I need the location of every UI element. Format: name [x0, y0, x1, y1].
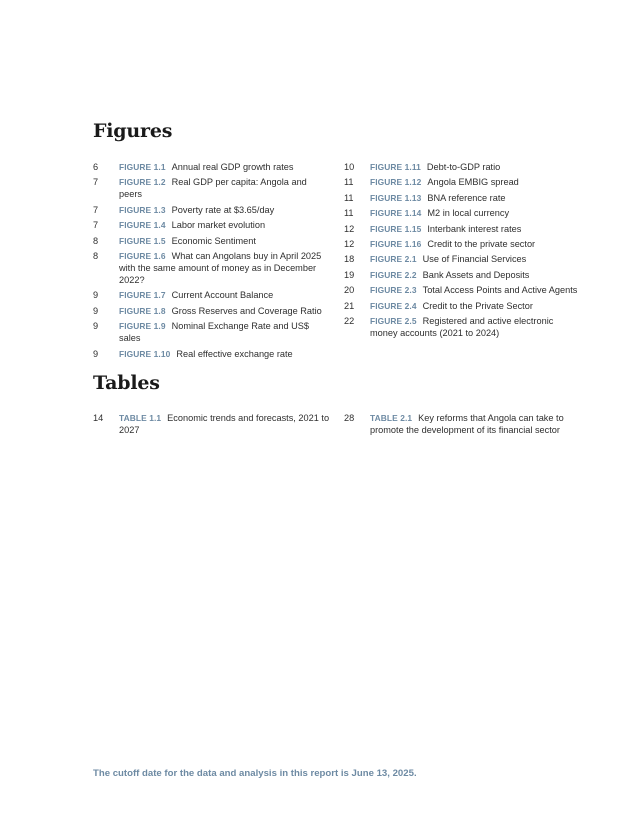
entry-text: [370, 269, 582, 281]
entry-title: Poverty rate at $3.65/day: [171, 204, 275, 215]
entry-title: Real GDP per capita: Angola and peers: [119, 177, 307, 200]
entry-text: [370, 192, 582, 204]
entry-title: Credit to the private sector: [427, 238, 536, 249]
entry-page-number: 18: [344, 254, 355, 265]
list-entry[interactable]: [93, 348, 331, 360]
list-entry[interactable]: [93, 176, 331, 200]
entry-page-number: 12: [344, 223, 355, 234]
entry-page-number: 9: [93, 321, 99, 332]
entry-title: Real effective exchange rate: [176, 348, 293, 359]
entry-title: Labor market evolution: [171, 220, 266, 231]
tables-list-left: [93, 412, 331, 439]
entry-text: [370, 253, 582, 265]
entry-text: [119, 412, 331, 436]
list-entry[interactable]: [344, 253, 582, 265]
entry-label: FIGURE 1.15: [370, 223, 422, 234]
entry-title: Registered and active electronic money accounts (2021 to 2024): [370, 315, 554, 338]
entry-title: M2 in local currency: [427, 208, 510, 219]
entry-label: FIGURE 2.5: [370, 315, 417, 326]
list-entry[interactable]: [344, 238, 582, 250]
list-entry[interactable]: [93, 305, 331, 317]
entry-label: FIGURE 1.6: [119, 250, 166, 261]
entry-label: FIGURE 2.4: [370, 300, 417, 311]
entry-page-number: 7: [93, 204, 99, 215]
entry-text: [119, 204, 331, 216]
entry-text: [370, 412, 582, 436]
entry-text: [119, 348, 331, 360]
entry-title: Nominal Exchange Rate and US$ sales: [119, 321, 309, 344]
entry-text: [370, 238, 582, 250]
entry-page-number: 7: [93, 177, 99, 188]
entry-page-number: 6: [93, 162, 99, 172]
entry-page-number: 12: [344, 238, 355, 249]
entry-page-number: 19: [344, 269, 355, 280]
entry-text: [119, 235, 331, 247]
entry-text: [370, 284, 582, 296]
entry-label: FIGURE 1.5: [119, 235, 166, 246]
entry-label: FIGURE 2.1: [370, 254, 417, 265]
entry-title: Use of Financial Services: [422, 254, 527, 265]
list-entry[interactable]: [93, 204, 331, 216]
figures-heading: Figures: [93, 120, 173, 142]
entry-label: FIGURE 1.14: [370, 208, 422, 219]
list-entry[interactable]: [93, 412, 331, 436]
entry-title: BNA reference rate: [427, 192, 506, 203]
entry-title: Economic Sentiment: [171, 235, 256, 246]
entry-text: [370, 176, 582, 188]
entry-label: TABLE 1.1: [119, 413, 162, 423]
entry-label: FIGURE 1.16: [370, 238, 422, 249]
list-entry[interactable]: [344, 315, 582, 339]
entry-label: FIGURE 1.10: [119, 348, 171, 359]
list-entry[interactable]: [93, 219, 331, 231]
list-entry[interactable]: [344, 192, 582, 204]
entry-label: FIGURE 1.9: [119, 321, 166, 332]
entry-page-number: 9: [93, 305, 99, 316]
entry-label: FIGURE 1.3: [119, 204, 166, 215]
cutoff-note: The cutoff date for the data and analysis in this report is June 13, 2025.: [93, 768, 417, 779]
entry-label: FIGURE 1.8: [119, 305, 166, 316]
entry-text: [370, 207, 582, 219]
entry-page-number: 9: [93, 290, 99, 301]
entry-page-number: 21: [344, 300, 355, 311]
entry-page-number: 20: [344, 285, 355, 296]
entry-page-number: 8: [93, 235, 99, 246]
entry-text: [370, 300, 582, 312]
entry-label: TABLE 2.1: [370, 413, 413, 423]
list-entry[interactable]: [93, 250, 331, 286]
list-entry[interactable]: [93, 235, 331, 247]
list-entry[interactable]: [93, 320, 331, 344]
entry-page-number: 11: [344, 208, 354, 219]
list-entry[interactable]: [344, 176, 582, 188]
entry-page-number: 9: [93, 348, 99, 359]
entry-text: [119, 250, 331, 286]
list-entry[interactable]: [344, 412, 582, 436]
entry-page-number: 14: [93, 413, 104, 423]
entry-page-number: 11: [344, 192, 354, 203]
tables-heading: Tables: [93, 372, 160, 394]
entry-text: [119, 289, 331, 301]
entry-label: FIGURE 1.1: [119, 162, 166, 172]
entry-page-number: 7: [93, 220, 99, 231]
figures-list-right: [344, 161, 582, 342]
entry-text: [119, 219, 331, 231]
entry-text: [119, 176, 331, 200]
entry-page-number: 10: [344, 162, 355, 172]
entry-label: FIGURE 2.3: [370, 285, 417, 296]
entry-label: FIGURE 2.2: [370, 269, 417, 280]
entry-text: [119, 161, 331, 173]
entry-label: FIGURE 1.2: [119, 177, 166, 188]
entry-page-number: 11: [344, 177, 354, 188]
entry-title: What can Angolans buy in April 2025 with the same amount of money as in December 2022?: [119, 250, 322, 285]
entry-text: [370, 223, 582, 235]
figures-list-left: [93, 161, 331, 363]
entry-page-number: 28: [344, 413, 355, 423]
entry-title: Current Account Balance: [171, 290, 274, 301]
entry-label: FIGURE 1.11: [370, 162, 421, 172]
entry-title: Gross Reserves and Coverage Ratio: [171, 305, 322, 316]
entry-title: Annual real GDP growth rates: [171, 162, 294, 172]
entry-title: Interbank interest rates: [427, 223, 522, 234]
list-entry[interactable]: [344, 300, 582, 312]
entry-label: FIGURE 1.4: [119, 220, 166, 231]
list-entry[interactable]: [344, 269, 582, 281]
entry-text: [370, 315, 582, 339]
entry-label: FIGURE 1.12: [370, 177, 422, 188]
entry-text: [370, 161, 582, 173]
entry-title: Key reforms that Angola can take to promote the development of its financial sector: [370, 413, 564, 435]
entry-title: Credit to the Private Sector: [422, 300, 533, 311]
entry-page-number: 22: [344, 315, 355, 326]
entry-label: FIGURE 1.13: [370, 192, 422, 203]
entry-text: [119, 320, 331, 344]
list-entry[interactable]: [93, 161, 331, 173]
entry-title: Debt-to-GDP ratio: [426, 162, 501, 172]
entry-title: Bank Assets and Deposits: [422, 269, 530, 280]
tables-list-right: [344, 412, 582, 439]
list-entry[interactable]: [344, 161, 582, 173]
entry-title: Economic trends and forecasts, 2021 to 2027: [119, 413, 330, 435]
entry-label: FIGURE 1.7: [119, 290, 166, 301]
entry-text: [119, 305, 331, 317]
entry-title: Total Access Points and Active Agents: [422, 285, 578, 296]
list-entry[interactable]: [344, 284, 582, 296]
entry-page-number: 8: [93, 250, 99, 261]
list-entry[interactable]: [93, 289, 331, 301]
entry-title: Angola EMBIG spread: [427, 177, 519, 188]
list-entry[interactable]: [344, 223, 582, 235]
list-entry[interactable]: [344, 207, 582, 219]
